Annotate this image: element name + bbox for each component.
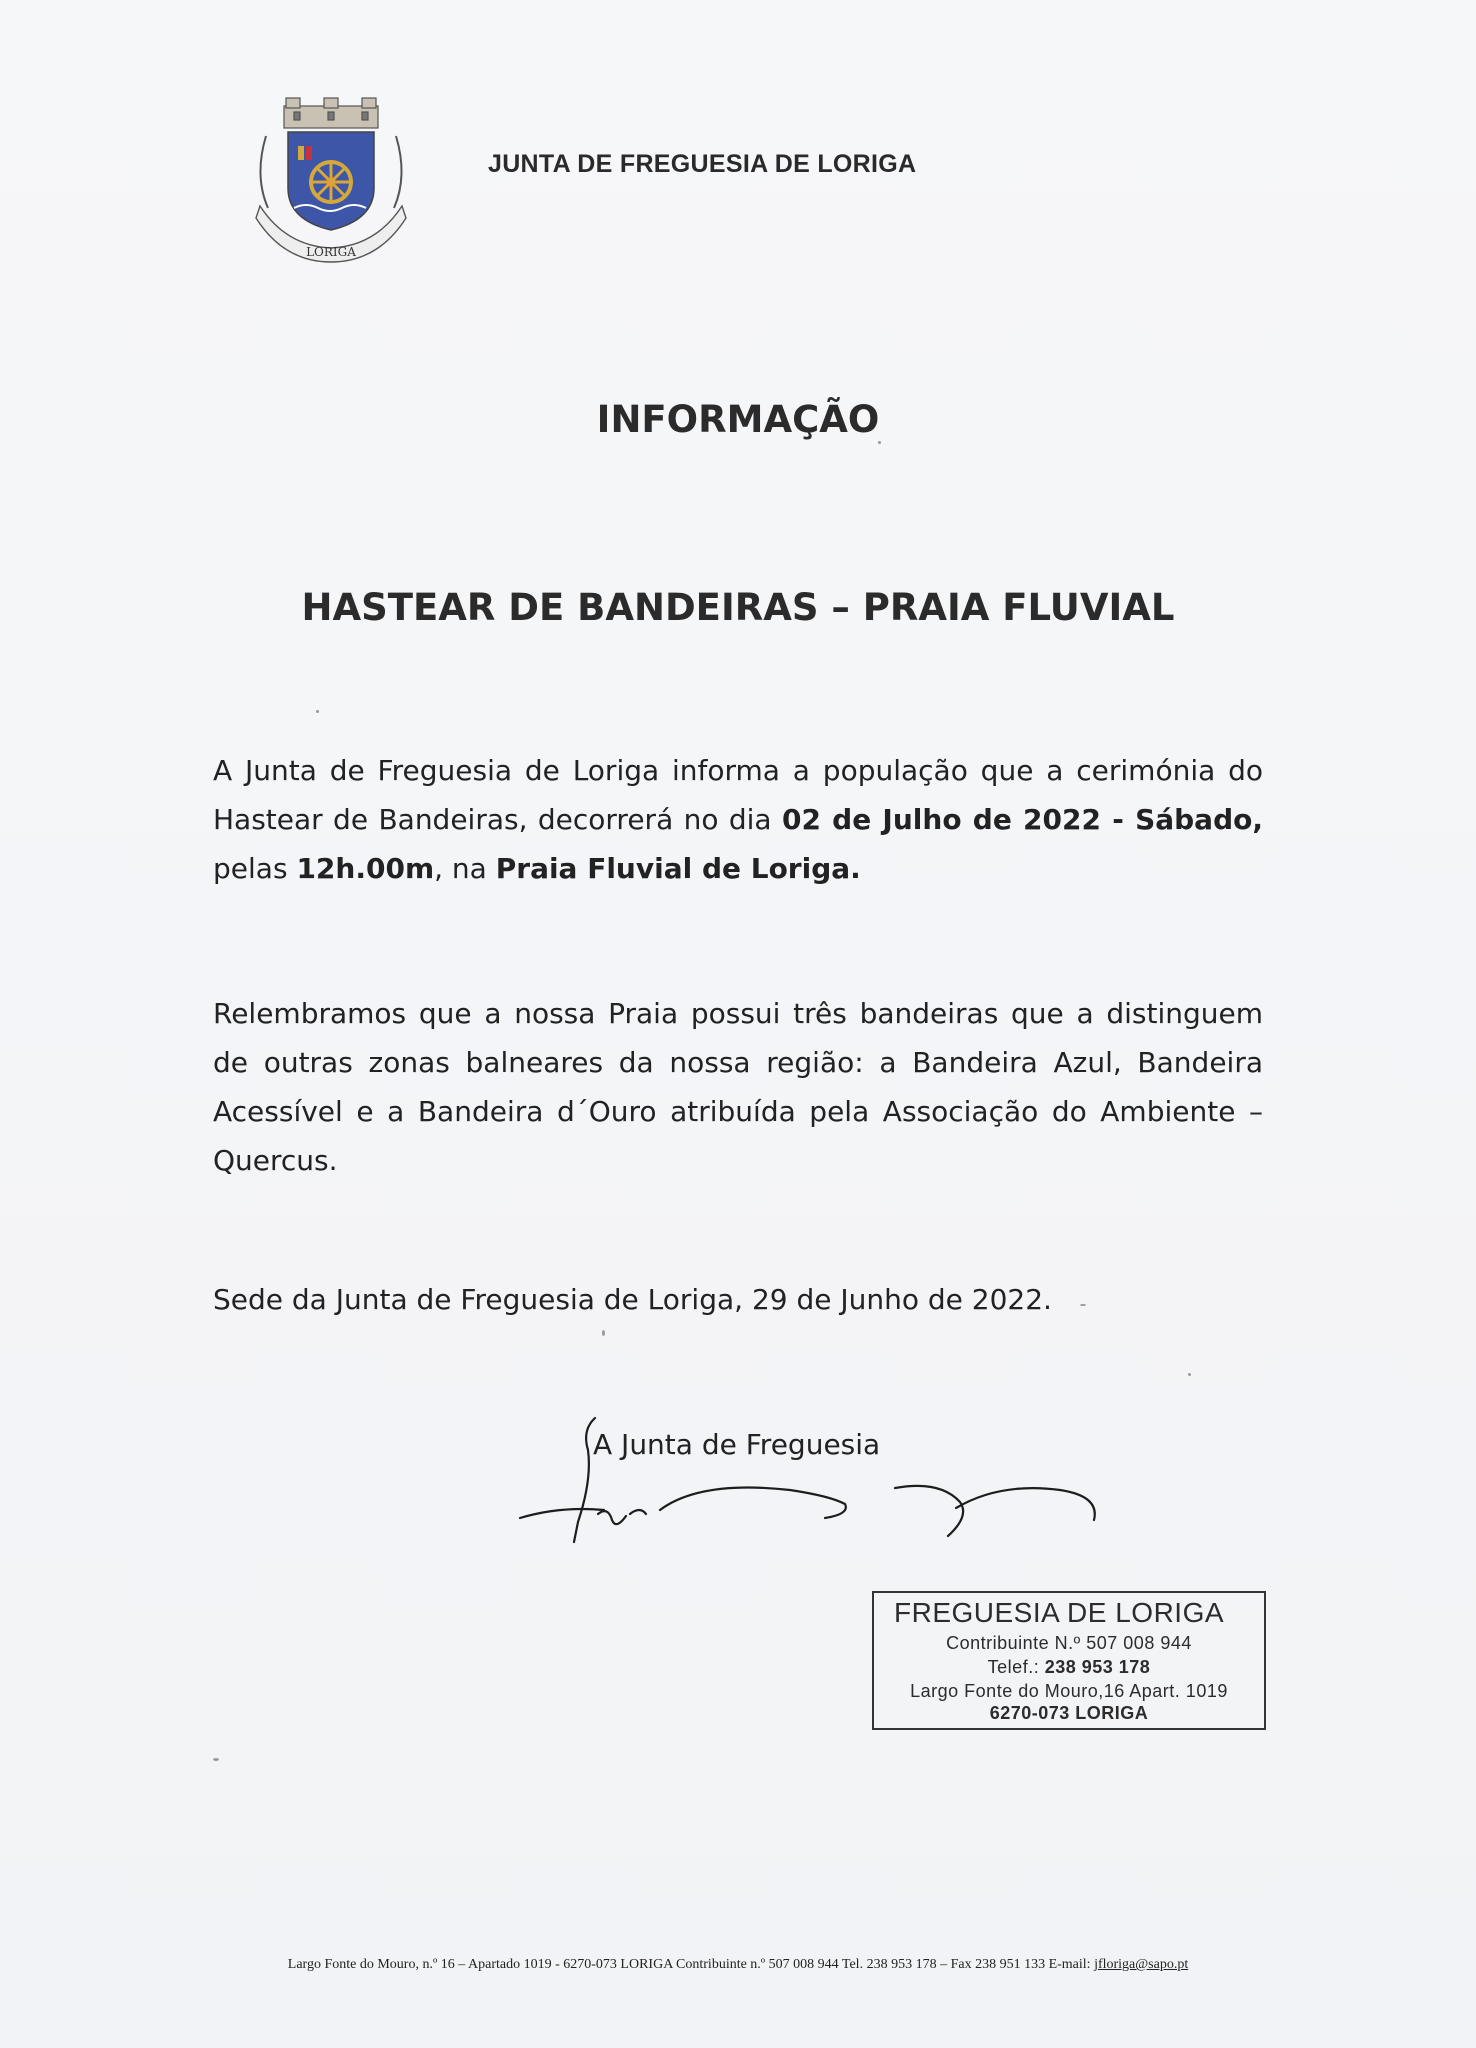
event-location: Praia Fluvial de Loriga. bbox=[495, 852, 861, 885]
scan-speck bbox=[602, 1330, 605, 1336]
organization-header: JUNTA DE FREGUESIA DE LORIGA bbox=[488, 150, 917, 178]
document-subtitle: HASTEAR DE BANDEIRAS – PRAIA FLUVIAL bbox=[301, 586, 1175, 629]
scan-speck bbox=[878, 441, 881, 444]
scan-speck bbox=[1188, 1373, 1191, 1376]
footer-contact-line: Largo Fonte do Mouro, n.º 16 – Apartado 1019 - 6270-073 LORIGA Contribuinte n.º 507 008 944 Tel. 238 953 178 – Fax 238 951 133 E-mail: jfloriga@sapo.pt bbox=[287, 1957, 1189, 1972]
stamp-telephone: Telef.: 238 953 178 bbox=[987, 1657, 1151, 1677]
scan-speck bbox=[1080, 1304, 1086, 1306]
stamp-address: Largo Fonte do Mouro,16 Apart. 1019 bbox=[910, 1681, 1228, 1701]
scan-speck bbox=[213, 1758, 219, 1761]
svg-text:LORIGA: LORIGA bbox=[306, 245, 356, 259]
footer-email-link[interactable]: jfloriga@sapo.pt bbox=[1094, 1957, 1189, 1972]
official-stamp bbox=[872, 1591, 1266, 1730]
place-and-date: Sede da Junta de Freguesia de Loriga, 29 de Junho de 2022. bbox=[213, 1283, 1052, 1316]
event-date: 02 de Julho de 2022 - Sábado, bbox=[781, 803, 1263, 836]
loriga-coat-of-arms-logo bbox=[246, 96, 416, 264]
event-time: 12h.00m bbox=[296, 852, 435, 885]
stamp-contribuinte: Contribuinte N.º 507 008 944 bbox=[946, 1633, 1192, 1653]
signature-label: A Junta de Freguesia bbox=[593, 1428, 881, 1461]
announcement-paragraph: A Junta de Freguesia de Loriga informa a população que a cerimónia do Hastear de Bandeiras, decorrerá no dia 02 de Julho de 2022 - Sábado, pelas 12h.00m, na Praia Fluvial de Loriga. bbox=[213, 754, 1263, 885]
document-title: INFORMAÇÃO bbox=[596, 398, 880, 441]
flags-paragraph: Relembramos que a nossa Praia possui três bandeiras que a distinguem de outras zonas balneares da nossa região: a Bandeira Azul, Bandeira Acessível e a Bandeira d´Ouro atribuída pela Associação do Ambiente – Quercus. bbox=[213, 997, 1263, 1177]
stamp-title: FREGUESIA DE LORIGA bbox=[894, 1597, 1225, 1628]
stamp-postal-code: 6270-073 LORIGA bbox=[989, 1703, 1149, 1723]
scan-speck bbox=[316, 710, 319, 713]
